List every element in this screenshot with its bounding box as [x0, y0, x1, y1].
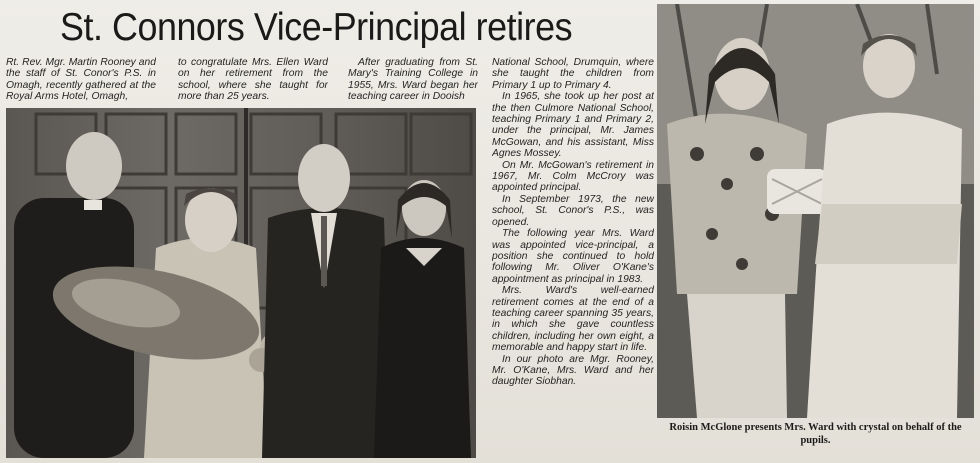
person-mr-okane: [262, 144, 391, 458]
article-paragraph: Rt. Rev. Mgr. Martin Rooney and the staff of St. Conor's P.S. in Omagh, recently gathered at the Royal Arms Hotel, Omagh,: [6, 57, 156, 103]
article-paragraph: National School, Drumquin, where she taught the children from Primary 1 up to Primary 4.: [492, 57, 654, 91]
presentation-photo-illustration: [657, 4, 974, 418]
article-column-4: [492, 57, 654, 455]
article-paragraph: After graduating from St. Mary's Training College in 1955, Mrs. Ward began her teaching career in Dooish: [348, 57, 478, 103]
crystal-gift: [767, 169, 827, 214]
headline: St. Connors Vice-Principal retires: [60, 6, 573, 49]
article-paragraph: On Mr. McGowan's retirement in 1967, Mr. Colm McCrory was appointed principal.: [492, 159, 654, 194]
article-paragraph: In September 1973, the new school, St. Conor's P.S., was opened.: [492, 193, 654, 228]
group-photo-illustration: [6, 108, 476, 458]
group-photo: [6, 108, 476, 458]
article-column-1: [6, 57, 156, 104]
article-paragraph: Mrs. Ward's well-earned retirement comes at the end of a teaching career spanning 35 years, in which she gave countless children, including her own eight, a memorable and happy start in life.: [492, 285, 654, 354]
photo-caption: Roisin McGlone presents Mrs. Ward with crystal on behalf of the pupils.: [669, 422, 962, 446]
article-paragraph: In 1965, she took up her post at the then Culmore National School, teaching Primary 1 and Primary 2, under the principal, Mr. James McGowan, and his assistant, Miss Agnes Mossey.: [492, 91, 654, 160]
person-siobhan: [374, 180, 471, 458]
article-column-3: [348, 57, 478, 104]
article-paragraph: In our photo are Mgr. Rooney, Mr. O'Kane, Mrs. Ward and her daughter Siobhan.: [492, 353, 654, 388]
article-paragraph: The following year Mrs. Ward was appointed vice-principal, a position she continued to hold following Mr. Oliver O'Kane's appointment as principal in 1983.: [492, 228, 654, 285]
article-paragraph: to congratulate Mrs. Ellen Ward on her retirement from the school, where she taught for more than 25 years.: [178, 57, 328, 103]
article-column-2: [178, 57, 328, 104]
presentation-photo: [657, 4, 974, 418]
